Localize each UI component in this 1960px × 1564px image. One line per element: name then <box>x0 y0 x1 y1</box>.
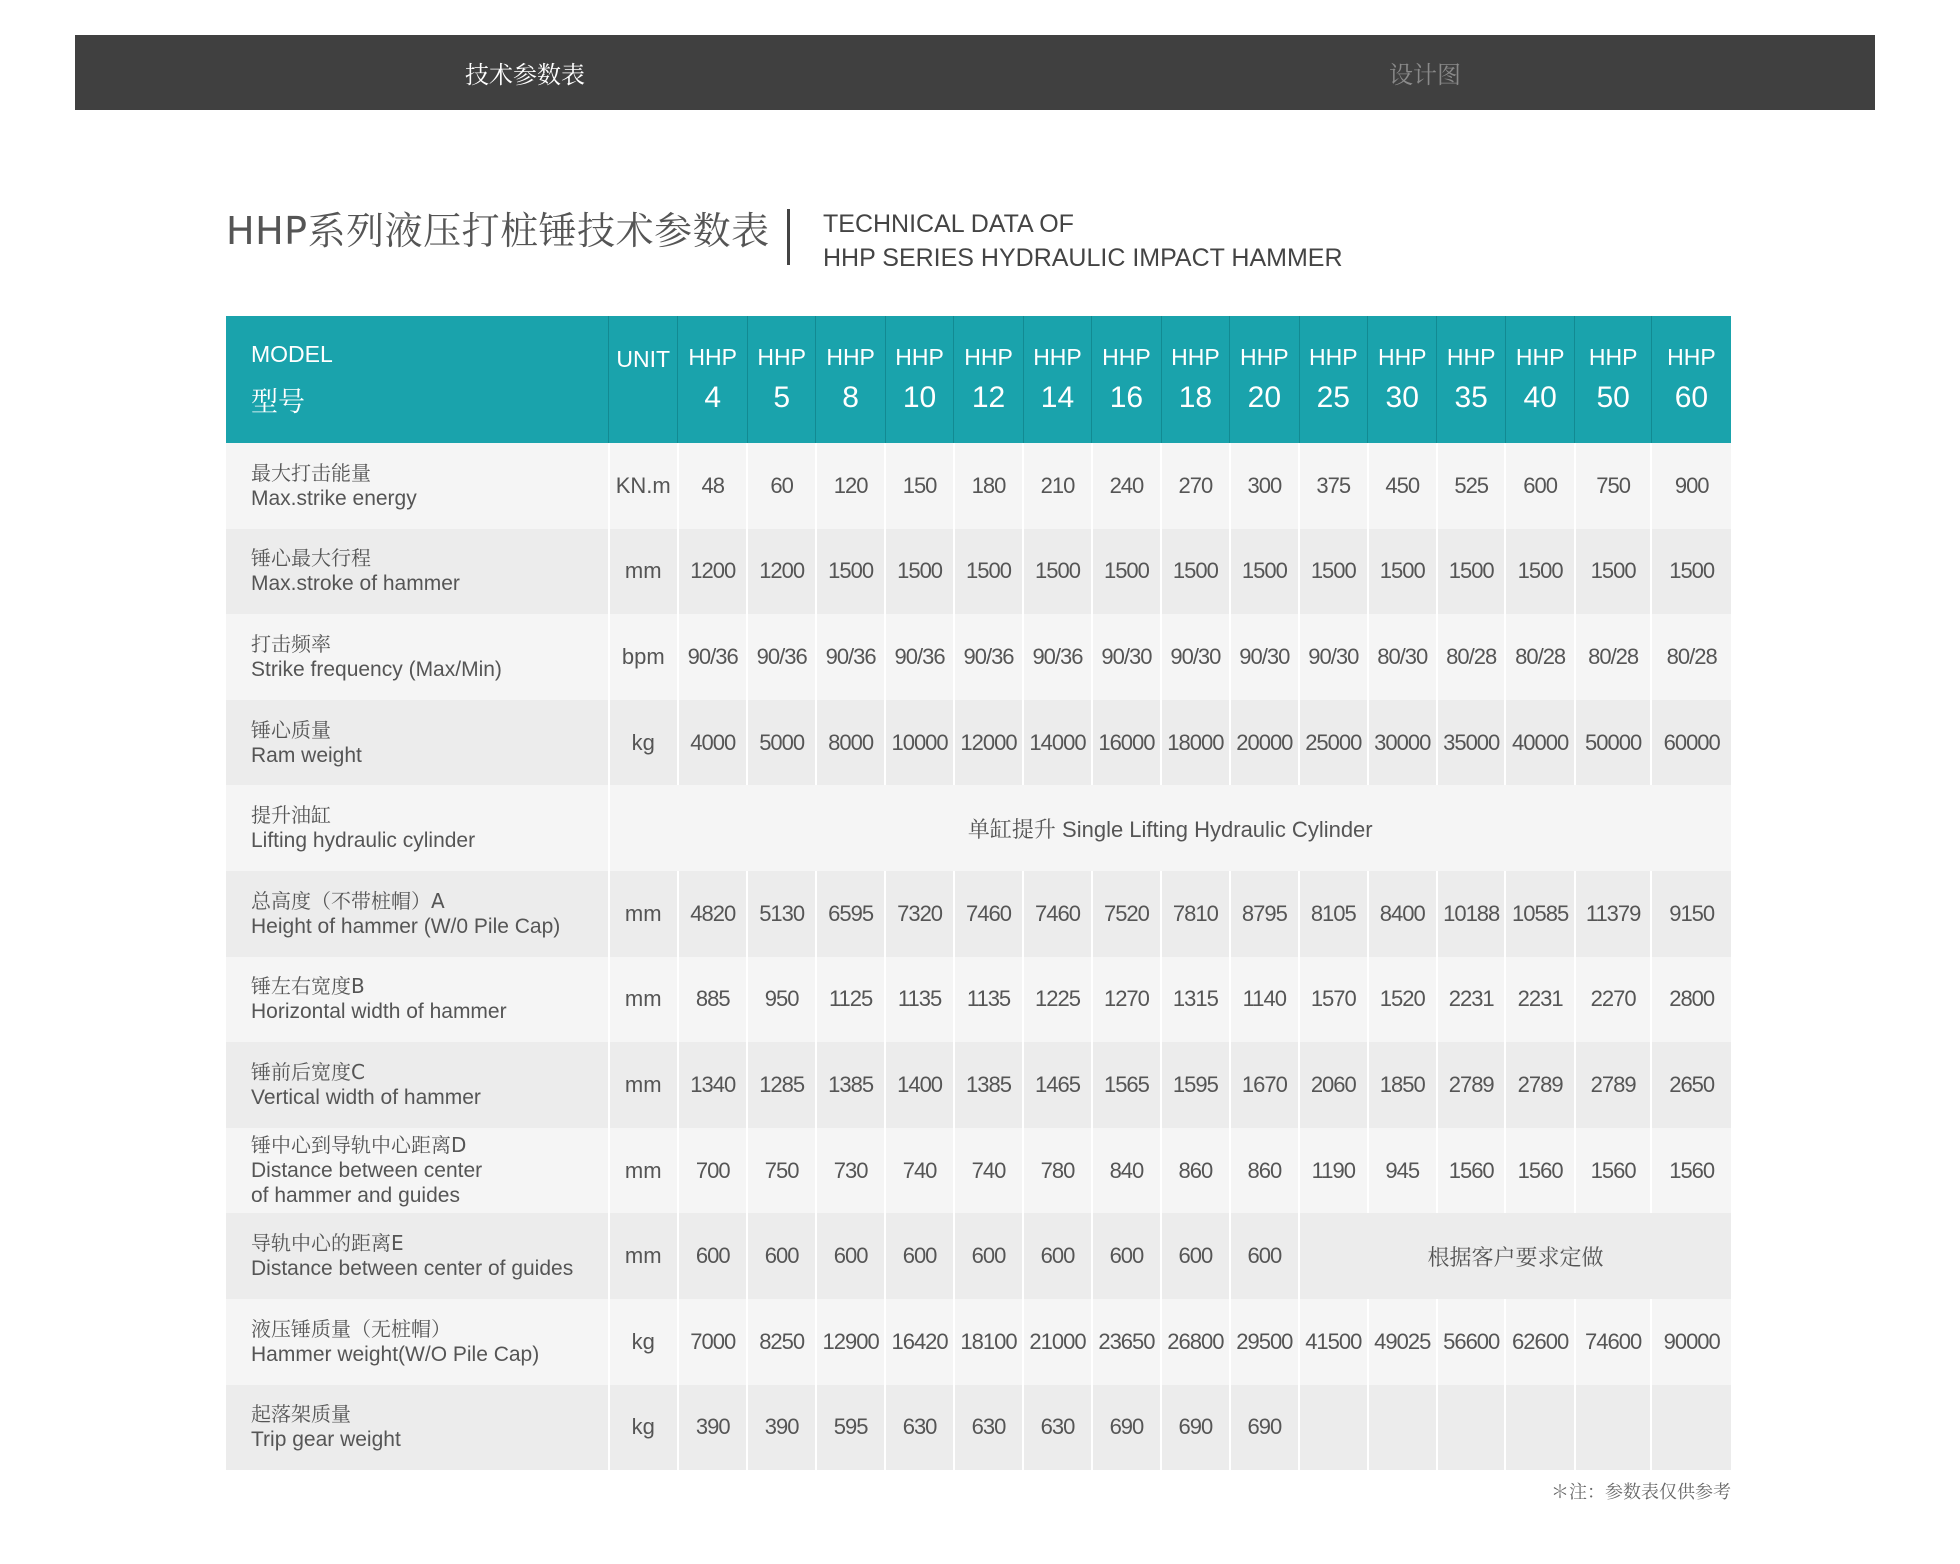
value-cell: 25000 <box>1299 700 1367 786</box>
unit-cell: mm <box>609 1128 678 1214</box>
header-model-prefix: HHP <box>1377 344 1427 370</box>
value-cell: 7460 <box>954 871 1023 957</box>
value-cell: 8000 <box>816 700 885 786</box>
row-label-zh: 锤心质量 <box>251 717 331 742</box>
value-cell: 600 <box>1505 443 1574 529</box>
row-label <box>226 529 609 615</box>
value-cell: 35000 <box>1437 700 1505 786</box>
footnote: ＊注：参数表仅供参考 <box>1551 1482 1731 1503</box>
value-cell: 450 <box>1368 443 1437 529</box>
value-cell: 600 <box>885 1213 953 1299</box>
value-cell: 16000 <box>1092 700 1161 786</box>
value-cell: 780 <box>1023 1128 1091 1214</box>
unit-cell: KN.m <box>609 443 678 529</box>
value-cell: 90000 <box>1651 1299 1731 1385</box>
value-cell: 90/36 <box>678 614 747 700</box>
header-model-column <box>816 316 885 443</box>
row-label-zh: 锤心最大行程 <box>251 546 371 571</box>
value-cell: 1140 <box>1230 957 1299 1043</box>
tab-technical-parameters[interactable]: 技术参数表 <box>465 61 585 89</box>
merged-cell-zh: 单缸提升 <box>967 817 1056 843</box>
value-cell: 90/30 <box>1092 614 1161 700</box>
row-label <box>226 785 609 871</box>
unit-cell: kg <box>609 700 678 786</box>
header-model-prefix: HHP <box>1033 344 1082 370</box>
value-cell <box>1368 1385 1437 1471</box>
unit-cell: mm <box>609 957 678 1043</box>
row-label <box>226 871 609 957</box>
value-cell: 1200 <box>747 529 815 615</box>
value-cell: 8400 <box>1368 871 1437 957</box>
value-cell: 74600 <box>1575 1299 1652 1385</box>
header-model-number: 35 <box>1454 381 1488 414</box>
header-model-prefix: HHP <box>1240 344 1289 370</box>
value-cell: 90/30 <box>1230 614 1299 700</box>
value-cell <box>1505 1385 1574 1471</box>
value-cell: 2800 <box>1651 957 1731 1043</box>
value-cell: 1595 <box>1161 1042 1229 1128</box>
header-model-column <box>1092 316 1161 443</box>
value-cell: 1400 <box>885 1042 953 1128</box>
value-cell: 1190 <box>1299 1128 1367 1214</box>
row-label-zh: 提升油缸 <box>251 803 331 828</box>
row-label-en-2: of hammer and guides <box>251 1184 460 1208</box>
header-unit <box>609 316 678 443</box>
header-model-prefix: HHP <box>688 344 737 370</box>
tab-design-drawing[interactable]: 设计图 <box>1389 61 1461 89</box>
value-cell: 8105 <box>1299 871 1367 957</box>
value-cell: 2231 <box>1437 957 1505 1043</box>
value-cell: 7000 <box>678 1299 747 1385</box>
table-row <box>226 1299 1731 1385</box>
header-model-prefix: HHP <box>1309 344 1358 370</box>
header-model-number: 5 <box>773 381 790 414</box>
value-cell: 630 <box>954 1385 1023 1471</box>
value-cell: 7320 <box>885 871 953 957</box>
value-cell: 600 <box>954 1213 1023 1299</box>
value-cell: 180 <box>954 443 1023 529</box>
value-cell: 1315 <box>1161 957 1229 1043</box>
header-model-column <box>1299 316 1367 443</box>
value-cell: 12900 <box>816 1299 885 1385</box>
header-model-prefix: HHP <box>895 344 944 370</box>
value-cell <box>1651 1385 1731 1471</box>
value-cell: 56600 <box>1437 1299 1505 1385</box>
header-model-column <box>954 316 1023 443</box>
value-cell: 41500 <box>1299 1299 1367 1385</box>
header-model-number: 30 <box>1385 381 1419 414</box>
value-cell: 49025 <box>1368 1299 1437 1385</box>
value-cell <box>1575 1385 1652 1471</box>
value-cell: 750 <box>1575 443 1652 529</box>
header-model-number: 60 <box>1674 381 1709 414</box>
unit-cell: mm <box>609 871 678 957</box>
value-cell <box>1299 1385 1367 1471</box>
tab-bar <box>75 35 1875 110</box>
header-model-number: 16 <box>1109 381 1144 414</box>
value-cell: 840 <box>1092 1128 1161 1214</box>
value-cell: 2231 <box>1505 957 1574 1043</box>
value-cell: 1135 <box>954 957 1023 1043</box>
header-model-number: 25 <box>1316 381 1350 414</box>
value-cell: 10000 <box>885 700 953 786</box>
value-cell: 1520 <box>1368 957 1437 1043</box>
value-cell: 1385 <box>954 1042 1023 1128</box>
value-cell: 1340 <box>678 1042 747 1128</box>
unit-cell: kg <box>609 1385 678 1471</box>
value-cell: 740 <box>954 1128 1023 1214</box>
row-label-zh: 导轨中心的距离E <box>251 1231 404 1256</box>
value-cell: 2270 <box>1575 957 1652 1043</box>
header-model-number: 18 <box>1178 381 1213 414</box>
value-cell: 1285 <box>747 1042 815 1128</box>
value-cell: 300 <box>1230 443 1299 529</box>
value-cell: 1225 <box>1023 957 1091 1043</box>
value-cell: 270 <box>1161 443 1229 529</box>
row-label <box>226 1213 609 1299</box>
header-model-en: MODEL <box>251 340 333 367</box>
value-cell: 1570 <box>1299 957 1367 1043</box>
value-cell: 90/36 <box>1023 614 1091 700</box>
header-model-number: 50 <box>1596 381 1630 414</box>
table-row <box>226 957 1731 1043</box>
value-cell: 60000 <box>1651 700 1731 786</box>
value-cell: 600 <box>816 1213 885 1299</box>
value-cell: 595 <box>816 1385 885 1471</box>
header-model-number: 8 <box>842 381 859 414</box>
unit-cell: mm <box>609 529 678 615</box>
row-label <box>226 1299 609 1385</box>
value-cell: 10585 <box>1505 871 1574 957</box>
value-cell: 1135 <box>885 957 953 1043</box>
value-cell: 2650 <box>1651 1042 1731 1128</box>
custom-note-cell: 根据客户要求定做 <box>1299 1213 1731 1299</box>
value-cell: 1560 <box>1575 1128 1652 1214</box>
header-model-column <box>1505 316 1574 443</box>
table-row <box>226 700 1731 786</box>
technical-data-table <box>226 316 1731 1470</box>
value-cell: 1200 <box>678 529 747 615</box>
value-cell: 600 <box>678 1213 747 1299</box>
value-cell: 2789 <box>1505 1042 1574 1128</box>
value-cell: 600 <box>747 1213 815 1299</box>
value-cell: 48 <box>678 443 747 529</box>
value-cell: 1500 <box>885 529 953 615</box>
row-label <box>226 1385 609 1471</box>
value-cell: 730 <box>816 1128 885 1214</box>
header-model-column <box>1651 316 1731 443</box>
value-cell: 1560 <box>1651 1128 1731 1214</box>
value-cell: 8250 <box>747 1299 815 1385</box>
unit-cell: mm <box>609 1213 678 1299</box>
row-label-zh: 总高度（不带桩帽）A <box>251 888 445 913</box>
value-cell: 90/36 <box>816 614 885 700</box>
header-model-number: 20 <box>1247 381 1282 414</box>
value-cell: 16420 <box>885 1299 953 1385</box>
value-cell: 1270 <box>1092 957 1161 1043</box>
value-cell <box>1437 1385 1505 1471</box>
value-cell: 23650 <box>1092 1299 1161 1385</box>
header-model-column <box>747 316 815 443</box>
row-label-zh: 起落架质量 <box>251 1402 351 1427</box>
value-cell: 12000 <box>954 700 1023 786</box>
value-cell: 90/36 <box>747 614 815 700</box>
table-row <box>226 443 1731 529</box>
header-model <box>226 316 609 443</box>
value-cell: 630 <box>1023 1385 1091 1471</box>
title-divider <box>787 209 790 265</box>
row-label <box>226 443 609 529</box>
value-cell: 7460 <box>1023 871 1091 957</box>
table-row <box>226 1213 1731 1299</box>
header-unit-label: UNIT <box>616 346 671 372</box>
value-cell: 90/30 <box>1299 614 1367 700</box>
value-cell: 1565 <box>1092 1042 1161 1128</box>
value-cell: 80/28 <box>1575 614 1652 700</box>
header-model-prefix: HHP <box>1446 344 1496 370</box>
table-row <box>226 871 1731 957</box>
value-cell: 1560 <box>1437 1128 1505 1214</box>
row-label-en: Lifting hydraulic cylinder <box>251 829 476 853</box>
value-cell: 60 <box>747 443 815 529</box>
value-cell: 26800 <box>1161 1299 1229 1385</box>
row-label-en: Strike frequency (Max/Min) <box>251 657 502 681</box>
value-cell: 2789 <box>1575 1042 1652 1128</box>
value-cell: 10188 <box>1437 871 1505 957</box>
value-cell: 90/36 <box>954 614 1023 700</box>
row-label-en: Height of hammer (W/0 Pile Cap) <box>251 914 561 938</box>
value-cell: 2789 <box>1437 1042 1505 1128</box>
value-cell: 62600 <box>1505 1299 1574 1385</box>
value-cell: 5130 <box>747 871 815 957</box>
row-label <box>226 957 609 1043</box>
value-cell: 690 <box>1161 1385 1229 1471</box>
value-cell: 11379 <box>1575 871 1652 957</box>
header-model-prefix: HHP <box>1588 344 1638 370</box>
header-model-prefix: HHP <box>1102 344 1151 370</box>
table-row <box>226 1042 1731 1128</box>
value-cell: 7520 <box>1092 871 1161 957</box>
merged-cell-en: Single Lifting Hydraulic Cylinder <box>1062 816 1373 842</box>
value-cell: 950 <box>747 957 815 1043</box>
value-cell: 29500 <box>1230 1299 1299 1385</box>
value-cell: 1125 <box>816 957 885 1043</box>
header-model-number: 12 <box>971 381 1006 414</box>
header-model-column <box>1161 316 1229 443</box>
value-cell: 1500 <box>816 529 885 615</box>
value-cell: 150 <box>885 443 953 529</box>
value-cell: 885 <box>678 957 747 1043</box>
header-model-column <box>678 316 747 443</box>
row-label-zh: 打击频率 <box>251 631 331 656</box>
value-cell: 30000 <box>1368 700 1437 786</box>
header-model-prefix: HHP <box>1667 344 1716 370</box>
value-cell: 5000 <box>747 700 815 786</box>
header-model-zh: 型号 <box>251 386 305 418</box>
unit-cell: kg <box>609 1299 678 1385</box>
row-label-en: Distance between center <box>251 1159 483 1183</box>
value-cell: 1500 <box>1575 529 1652 615</box>
row-label-en: Horizontal width of hammer <box>251 1000 507 1024</box>
value-cell: 80/28 <box>1505 614 1574 700</box>
value-cell: 1500 <box>1651 529 1731 615</box>
header-model-column <box>885 316 953 443</box>
row-label-en: Vertical width of hammer <box>251 1085 481 1109</box>
row-label-en: Distance between center of guides <box>251 1257 574 1281</box>
value-cell: 18000 <box>1161 700 1229 786</box>
header-model-column <box>1230 316 1299 443</box>
value-cell: 4000 <box>678 700 747 786</box>
value-cell: 390 <box>747 1385 815 1471</box>
row-label-zh: 锤左右宽度B <box>251 974 365 999</box>
header-model-prefix: HHP <box>757 344 806 370</box>
table-row <box>226 1385 1731 1471</box>
value-cell: 750 <box>747 1128 815 1214</box>
row-label-zh: 最大打击能量 <box>251 460 371 485</box>
value-cell: 210 <box>1023 443 1091 529</box>
value-cell: 80/30 <box>1368 614 1437 700</box>
value-cell: 14000 <box>1023 700 1091 786</box>
row-label-zh: 液压锤质量（无桩帽） <box>251 1316 451 1341</box>
value-cell: 20000 <box>1230 700 1299 786</box>
header-model-prefix: HHP <box>964 344 1013 370</box>
header-model-number: 4 <box>704 381 722 414</box>
merged-cell <box>609 785 1731 871</box>
value-cell: 1500 <box>1161 529 1229 615</box>
value-cell: 1560 <box>1505 1128 1574 1214</box>
value-cell: 1500 <box>1092 529 1161 615</box>
value-cell: 40000 <box>1505 700 1574 786</box>
header-model-number: 10 <box>902 381 937 414</box>
value-cell: 375 <box>1299 443 1367 529</box>
value-cell: 4820 <box>678 871 747 957</box>
header-model-number: 40 <box>1523 381 1557 414</box>
value-cell: 600 <box>1161 1213 1229 1299</box>
value-cell: 9150 <box>1651 871 1731 957</box>
header-model-column <box>1575 316 1652 443</box>
table-row <box>226 529 1731 615</box>
value-cell: 390 <box>678 1385 747 1471</box>
value-cell: 860 <box>1161 1128 1229 1214</box>
value-cell: 80/28 <box>1651 614 1731 700</box>
value-cell: 120 <box>816 443 885 529</box>
header-model-column <box>1023 316 1091 443</box>
table-row <box>226 785 1731 871</box>
row-label-zh: 锤中心到导轨中心距离D <box>251 1133 467 1158</box>
value-cell: 8795 <box>1230 871 1299 957</box>
header-model-number: 14 <box>1040 381 1075 414</box>
value-cell: 1850 <box>1368 1042 1437 1128</box>
row-label-en: Trip gear weight <box>251 1428 401 1452</box>
row-label <box>226 700 609 786</box>
value-cell: 21000 <box>1023 1299 1091 1385</box>
value-cell: 2060 <box>1299 1042 1367 1128</box>
value-cell: 1500 <box>1368 529 1437 615</box>
value-cell: 525 <box>1437 443 1505 529</box>
value-cell: 740 <box>885 1128 953 1214</box>
page-subtitle <box>823 207 1343 275</box>
header-model-prefix: HHP <box>826 344 875 370</box>
header-model-prefix: HHP <box>1171 344 1220 370</box>
row-label-en: Max.strike energy <box>251 486 417 510</box>
value-cell: 1670 <box>1230 1042 1299 1128</box>
table-header-row <box>226 316 1731 443</box>
value-cell: 1385 <box>816 1042 885 1128</box>
value-cell: 600 <box>1023 1213 1091 1299</box>
value-cell: 1500 <box>1023 529 1091 615</box>
subtitle-line-1: TECHNICAL DATA OF <box>823 210 1074 238</box>
unit-cell: mm <box>609 1042 678 1128</box>
value-cell: 7810 <box>1161 871 1229 957</box>
row-label-en: Max.stroke of hammer <box>251 572 460 596</box>
row-label-en: Hammer weight(W/O Pile Cap) <box>251 1342 540 1366</box>
value-cell: 90/30 <box>1161 614 1229 700</box>
value-cell: 945 <box>1368 1128 1437 1214</box>
value-cell: 1500 <box>1505 529 1574 615</box>
value-cell: 240 <box>1092 443 1161 529</box>
value-cell: 600 <box>1230 1213 1299 1299</box>
value-cell: 690 <box>1230 1385 1299 1471</box>
value-cell: 1500 <box>1437 529 1505 615</box>
value-cell: 860 <box>1230 1128 1299 1214</box>
value-cell: 630 <box>885 1385 953 1471</box>
value-cell: 690 <box>1092 1385 1161 1471</box>
row-label-en: Ram weight <box>251 743 362 767</box>
subtitle-line-2: HHP SERIES HYDRAULIC IMPACT HAMMER <box>823 244 1343 272</box>
value-cell: 1500 <box>954 529 1023 615</box>
value-cell: 50000 <box>1575 700 1652 786</box>
table-row <box>226 614 1731 700</box>
value-cell: 80/28 <box>1437 614 1505 700</box>
value-cell: 900 <box>1651 443 1731 529</box>
table-row <box>226 1128 1731 1214</box>
row-label <box>226 1128 609 1214</box>
row-label <box>226 614 609 700</box>
value-cell: 18100 <box>954 1299 1023 1385</box>
row-label-zh: 锤前后宽度C <box>251 1059 365 1084</box>
value-cell: 6595 <box>816 871 885 957</box>
page-title: HHP系列液压打桩锤技术参数表 <box>226 209 770 253</box>
value-cell: 1500 <box>1230 529 1299 615</box>
value-cell: 90/36 <box>885 614 953 700</box>
header-model-column <box>1368 316 1437 443</box>
value-cell: 700 <box>678 1128 747 1214</box>
header-model-column <box>1437 316 1505 443</box>
unit-cell: bpm <box>609 614 678 700</box>
header-model-prefix: HHP <box>1515 344 1565 370</box>
row-label <box>226 1042 609 1128</box>
value-cell: 1500 <box>1299 529 1367 615</box>
value-cell: 1465 <box>1023 1042 1091 1128</box>
value-cell: 600 <box>1092 1213 1161 1299</box>
